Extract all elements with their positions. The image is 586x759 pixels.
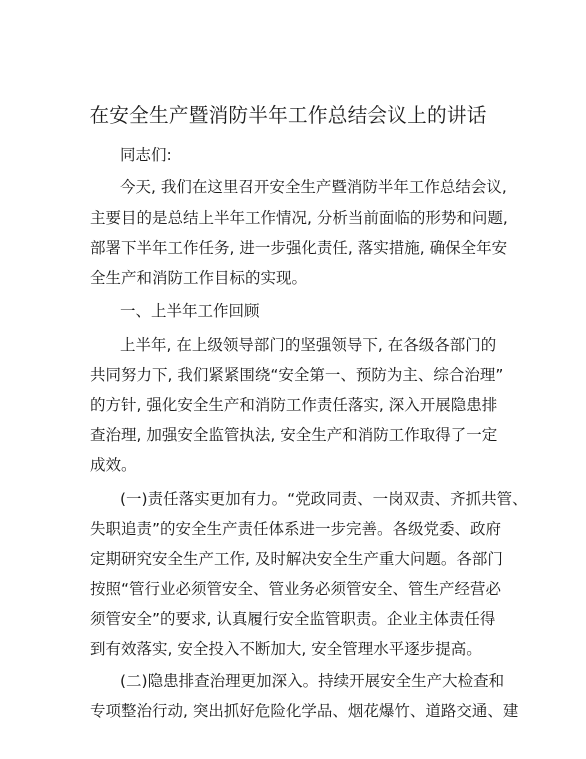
paragraph-line: 全生产和消防工作目标的实现。 <box>90 269 308 287</box>
paragraph-line: (二)隐患排查治理更加深入。持续开展安全生产大检查和 <box>120 672 505 690</box>
paragraph-line: 按照“管行业必须管安全、管业务必须管安全、管生产经营必 <box>90 580 502 598</box>
paragraph-line: 今天, 我们在这里召开安全生产暨消防半年工作总结会议, <box>120 178 507 196</box>
paragraph-line: 专项整治行动, 突出抓好危险化学品、烟花爆竹、道路交通、建 <box>90 702 519 720</box>
section-heading: 一、上半年工作回顾 <box>120 302 260 320</box>
salutation: 同志们: <box>120 146 172 164</box>
paragraph-line: 查治理, 加强安全监管执法, 安全生产和消防工作取得了一定 <box>90 426 498 444</box>
paragraph-line: 的方针, 强化安全生产和消防工作责任落实, 深入开展隐患排 <box>90 396 498 414</box>
paragraph-line: 部署下半年工作任务, 进一步强化责任, 落实措施, 确保全年安 <box>90 239 508 257</box>
paragraph-line: 失职追责”的安全生产责任体系进一步完善。各级党委、政府 <box>90 520 502 538</box>
paragraph-line: (一)责任落实更加有力。“党政同责、一岗双责、齐抓共管、 <box>120 490 528 508</box>
paragraph-line: 上半年, 在上级领导部门的坚强领导下, 在各级各部门的 <box>120 336 497 354</box>
document-title: 在安全生产暨消防半年工作总结会议上的讲话 <box>89 103 487 127</box>
paragraph-line: 成效。 <box>90 456 137 474</box>
paragraph-line: 共同努力下, 我们紧紧围绕“安全第一、预防为主、综合治理” <box>90 366 504 384</box>
paragraph-line: 到有效落实, 安全投入不断加大, 安全管理水平逐步提高。 <box>90 640 482 658</box>
paragraph-line: 须管安全”的要求, 认真履行安全监管职责。企业主体责任得 <box>90 610 496 628</box>
paragraph-line: 主要目的是总结上半年工作情况, 分析当前面临的形势和问题, <box>90 209 508 227</box>
paragraph-line: 定期研究安全生产工作, 及时解决安全生产重大问题。各部门 <box>90 550 503 568</box>
